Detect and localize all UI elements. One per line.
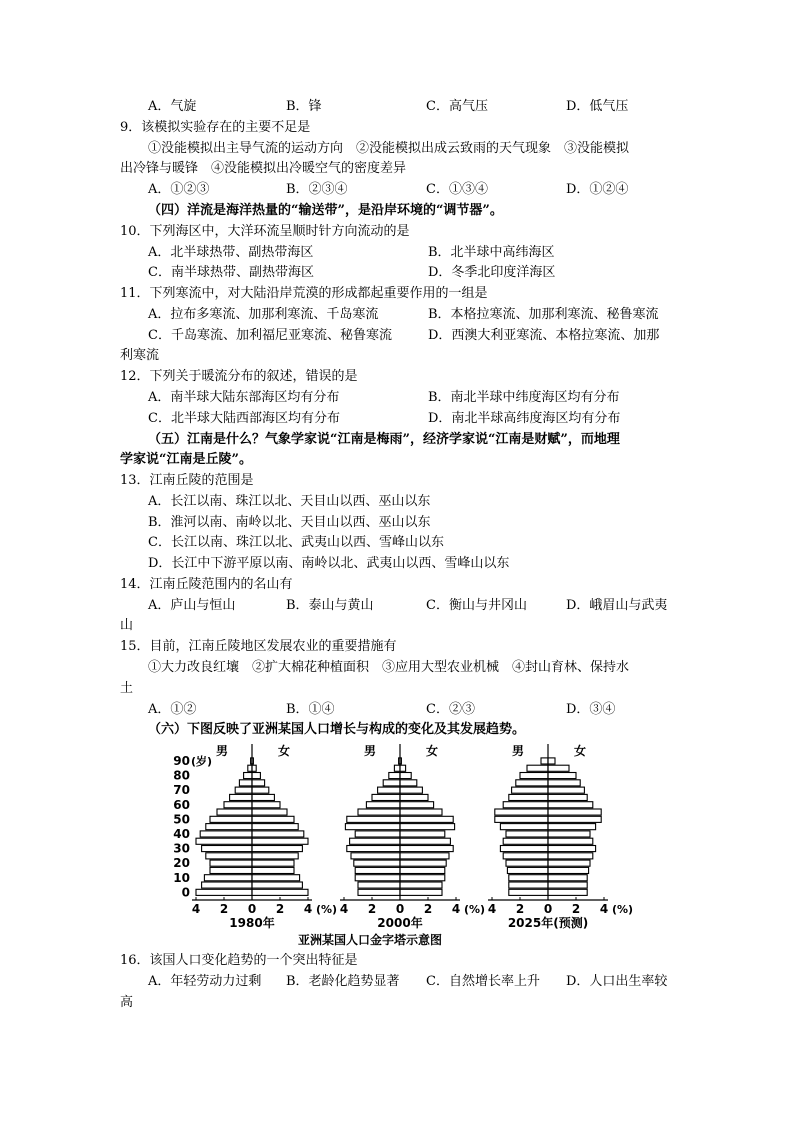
- population-pyramid-figure: [170, 738, 634, 952]
- male-bar-age-40: [506, 831, 548, 837]
- q10-option-c[interactable]: C．南半球热带、副热带海区: [148, 265, 314, 280]
- male-bar-age-65: [372, 794, 400, 800]
- male-bar-age-20: [210, 860, 252, 866]
- male-bar-age-60: [366, 802, 400, 808]
- female-bar-age-60: [252, 802, 280, 808]
- q16-stem: 16．该国人口变化趋势的一个突出特征是: [120, 953, 358, 968]
- y-tick-label: 90: [173, 753, 190, 768]
- x-tick-label: 2: [275, 902, 285, 916]
- male-bar-age-5: [509, 882, 548, 888]
- y-tick-label: 20: [173, 856, 190, 871]
- q11-options-row2: [148, 326, 688, 346]
- q9-option-a[interactable]: A．①②③: [148, 182, 210, 197]
- female-label: 女: [425, 744, 439, 758]
- male-bar-age-50: [347, 816, 400, 822]
- female-bar-age-50: [252, 816, 294, 822]
- q15-option-d[interactable]: D．③④: [566, 702, 616, 717]
- female-bar-age-65: [548, 794, 587, 800]
- female-bar-age-60: [548, 802, 593, 808]
- q14-option-c[interactable]: C．衡山与井冈山: [426, 598, 527, 613]
- female-bar-age-35: [548, 838, 593, 844]
- q12-stem: 12．下列关于暖流分布的叙述，错误的是: [120, 369, 358, 384]
- q9-option-d[interactable]: D．①②④: [566, 182, 629, 197]
- y-tick-label: 10: [173, 870, 190, 885]
- female-label: 女: [277, 744, 291, 758]
- male-bar-age-55: [358, 809, 400, 815]
- q8-option-b[interactable]: B．锋: [286, 99, 322, 114]
- x-tick-label: 2: [423, 902, 433, 916]
- male-bar-age-30: [500, 846, 548, 852]
- q10-options-row2: [148, 263, 688, 283]
- q15-option-b[interactable]: B．①④: [286, 702, 335, 717]
- q10-option-a[interactable]: A．北半球热带、副热带海区: [148, 245, 314, 260]
- q15-statements-line1: ①大力改良红壤 ②扩大棉花种植面积 ③应用大型农业机械 ④封山育林、保持水: [148, 660, 630, 675]
- male-bar-age-70: [378, 787, 400, 793]
- x-tick-label: 2: [515, 902, 525, 916]
- q15-stem: 15．目前，江南丘陵地区发展农业的重要措施有: [120, 639, 397, 654]
- male-bar-age-15: [210, 867, 252, 873]
- female-bar-age-25: [252, 853, 298, 859]
- q15-option-c[interactable]: C．②③: [426, 702, 475, 717]
- female-bar-age-5: [548, 882, 587, 888]
- x-tick-label: 4: [487, 902, 497, 916]
- q12-option-b[interactable]: B．南北半球中纬度海区均有分布: [428, 390, 620, 405]
- q16-option-d[interactable]: D．人口出生率较: [566, 974, 668, 989]
- q15-statements-wrap: 土: [120, 681, 134, 696]
- male-bar-age-35: [196, 838, 252, 844]
- female-bar-age-60: [400, 802, 434, 808]
- x-tick-label: 2: [219, 902, 229, 916]
- q10-option-d[interactable]: D．冬季北印度洋海区: [428, 265, 556, 280]
- section5-heading-line2: 学家说“江南是丘陵”。: [120, 452, 252, 467]
- x-tick-label: 4: [191, 902, 201, 916]
- female-bar-age-85: [400, 765, 406, 771]
- q12-option-a[interactable]: A．南半球大陆东部海区均有分布: [148, 390, 340, 405]
- x-tick-label: 4: [451, 902, 461, 916]
- male-bar-age-30: [347, 846, 400, 852]
- female-bar-age-30: [400, 846, 453, 852]
- q12-option-c[interactable]: C．北半球大陆西部海区均有分布: [148, 411, 340, 426]
- female-bar-age-15: [252, 867, 294, 873]
- female-bar-age-70: [548, 787, 584, 793]
- male-bar-age-15: [355, 867, 400, 873]
- q9-statements-line2: 出冷锋与暖锋 ④没能模拟出冷暖空气的密度差异: [120, 161, 407, 176]
- x-tick-label: 0: [543, 902, 553, 916]
- female-bar-age-50: [400, 816, 453, 822]
- male-bar-age-60: [503, 802, 548, 808]
- q8-options: [148, 97, 688, 117]
- female-bar-age-85: [252, 765, 256, 771]
- y-tick-label: 0: [181, 885, 190, 900]
- q13-option-d[interactable]: D．长江中下游平原以南、南岭以北、武夷山以西、雪峰山以东: [148, 556, 510, 571]
- q13-option-b[interactable]: B．淮河以南、南岭以北、天目山以西、巫山以东: [148, 515, 431, 530]
- q8-option-a[interactable]: A．气旋: [148, 99, 197, 114]
- male-bar-age-20: [354, 860, 400, 866]
- q11-options-row1: [148, 305, 688, 325]
- female-bar-age-5: [252, 882, 302, 888]
- female-bar-age-10: [252, 875, 300, 881]
- q13-option-c[interactable]: C．长江以南、珠江以北、武夷山以西、雪峰山以东: [148, 535, 444, 550]
- male-bar-age-45: [345, 824, 400, 830]
- y-tick-label: 60: [173, 797, 190, 812]
- female-bar-age-75: [252, 780, 265, 786]
- female-bar-age-75: [400, 780, 417, 786]
- section6-heading: （六）下图反映了亚洲某国人口增长与构成的变化及其发展趋势。: [148, 722, 526, 737]
- x-tick-label: 4: [303, 902, 313, 916]
- male-bar-age-50: [210, 816, 252, 822]
- pyramid-2000: [340, 743, 485, 930]
- male-bar-age-0: [196, 889, 252, 895]
- female-bar-age-85: [548, 765, 569, 771]
- female-bar-age-35: [400, 838, 450, 844]
- q12-options-row2: [148, 409, 688, 429]
- q11-stem: 11．下列寒流中，对大陆沿岸荒漠的形成都起重要作用的一组是: [120, 286, 488, 301]
- female-bar-age-55: [252, 809, 287, 815]
- male-bar-age-90: [541, 758, 548, 764]
- q9-options: [148, 180, 688, 200]
- female-bar-age-30: [548, 846, 596, 852]
- section5-heading-line1: （五）江南是什么？气象学家说“江南是梅雨”，经济学家说“江南是财赋”，而地理: [148, 432, 620, 447]
- female-bar-age-30: [252, 846, 302, 852]
- female-bar-age-15: [400, 867, 445, 873]
- male-bar-age-35: [503, 838, 548, 844]
- male-bar-age-75: [239, 780, 252, 786]
- female-bar-age-0: [548, 889, 587, 895]
- x-unit-label: (%): [612, 903, 634, 916]
- male-bar-age-85: [248, 765, 252, 771]
- y-tick-label: 70: [173, 783, 190, 798]
- male-bar-age-70: [235, 787, 252, 793]
- female-bar-age-65: [252, 794, 274, 800]
- female-bar-age-75: [548, 780, 580, 786]
- male-bar-age-5: [202, 882, 252, 888]
- female-bar-age-20: [548, 860, 590, 866]
- male-label: 男: [215, 744, 229, 758]
- x-tick-label: 2: [571, 902, 581, 916]
- male-bar-age-0: [509, 889, 548, 895]
- female-bar-age-15: [548, 867, 589, 873]
- male-bar-age-40: [355, 831, 400, 837]
- q11-option-d[interactable]: D．西澳大利亚寒流、本格拉寒流、加那: [428, 328, 660, 343]
- male-bar-age-25: [351, 853, 400, 859]
- q10-option-b[interactable]: B．北半球中高纬海区: [428, 245, 555, 260]
- male-bar-age-25: [503, 853, 548, 859]
- pyramid-2025: [488, 743, 633, 930]
- male-bar-age-60: [224, 802, 252, 808]
- q14-options: [148, 596, 688, 616]
- x-tick-label: 2: [367, 902, 377, 916]
- pyramid-year-label: 2025年(预测): [507, 916, 589, 930]
- q16-option-d-wrap: 高: [120, 995, 134, 1010]
- q8-option-d[interactable]: D．低气压: [566, 99, 629, 114]
- female-bar-age-45: [400, 824, 455, 830]
- q16-option-b[interactable]: B．老龄化趋势显著: [286, 974, 400, 989]
- pyramid-1980: [173, 743, 337, 930]
- female-bar-age-45: [252, 824, 298, 830]
- x-tick-label: 4: [599, 902, 609, 916]
- female-bar-age-70: [400, 787, 422, 793]
- q10-stem: 10．下列海区中，大洋环流呈顺时针方向流动的是: [120, 224, 410, 239]
- q14-option-a[interactable]: A．庐山与恒山: [148, 598, 236, 613]
- q16-option-c[interactable]: C．自然增长率上升: [426, 974, 540, 989]
- q16-option-a[interactable]: A．年轻劳动力过剩: [148, 974, 262, 989]
- female-bar-age-45: [548, 824, 596, 830]
- q14-option-d-wrap: 山: [120, 618, 134, 633]
- q12-option-d[interactable]: D．南北半球高纬度海区均有分布: [428, 411, 621, 426]
- q16-options: [148, 972, 688, 992]
- female-bar-age-20: [252, 860, 294, 866]
- y-tick-label: 40: [173, 826, 190, 841]
- section4-heading: （四）洋流是海洋热量的“输送带”，是沿岸环境的“调节器”。: [148, 203, 503, 218]
- y-tick-label: 80: [173, 768, 190, 783]
- female-bar-age-50: [548, 816, 601, 822]
- x-unit-label: (%): [316, 903, 338, 916]
- male-bar-age-45: [500, 824, 548, 830]
- q9-stem: 9．该模拟实验存在的主要不足是: [120, 120, 311, 135]
- male-bar-age-50: [495, 816, 548, 822]
- q13-stem: 13．江南丘陵的范围是: [120, 473, 254, 488]
- male-bar-age-80: [520, 773, 548, 779]
- male-bar-age-85: [394, 765, 400, 771]
- female-label: 女: [573, 744, 587, 758]
- female-bar-age-25: [400, 853, 449, 859]
- q9-option-c[interactable]: C．①③④: [426, 182, 488, 197]
- male-bar-age-30: [202, 846, 252, 852]
- male-label: 男: [363, 744, 377, 758]
- male-bar-age-0: [358, 889, 400, 895]
- y-tick-label: 50: [173, 812, 190, 827]
- male-bar-age-10: [204, 875, 252, 881]
- y-unit-label: (岁): [191, 754, 213, 768]
- male-bar-age-55: [495, 809, 548, 815]
- female-bar-age-90: [548, 758, 555, 764]
- x-unit-label: (%): [464, 903, 486, 916]
- pyramid-year-label: 1980年: [229, 916, 275, 930]
- female-bar-age-35: [252, 838, 308, 844]
- male-bar-age-70: [512, 787, 548, 793]
- q14-option-b[interactable]: B．泰山与黄山: [286, 598, 374, 613]
- male-bar-age-45: [206, 824, 252, 830]
- q14-stem: 14．江南丘陵范围内的名山有: [120, 577, 293, 592]
- q10-options-row1: [148, 243, 688, 263]
- q12-options-row1: [148, 388, 688, 408]
- female-bar-age-20: [400, 860, 446, 866]
- q9-statements-line1: ①没能模拟出主导气流的运动方向 ②没能模拟出成云致雨的天气现象 ③没能模拟: [148, 141, 630, 156]
- q9-option-b[interactable]: B．②③④: [286, 182, 348, 197]
- male-bar-age-15: [507, 867, 548, 873]
- male-bar-age-75: [383, 780, 400, 786]
- female-bar-age-55: [400, 809, 442, 815]
- male-bar-age-80: [244, 773, 252, 779]
- male-bar-age-65: [509, 794, 548, 800]
- male-bar-age-75: [516, 780, 548, 786]
- q15-option-a[interactable]: A．①②: [148, 702, 197, 717]
- female-bar-age-80: [252, 773, 260, 779]
- x-tick-label: 0: [395, 902, 405, 916]
- male-bar-age-35: [350, 838, 400, 844]
- male-label: 男: [511, 744, 525, 758]
- male-bar-age-25: [206, 853, 252, 859]
- female-bar-age-80: [548, 773, 576, 779]
- male-bar-age-85: [527, 765, 548, 771]
- female-bar-age-5: [400, 882, 442, 888]
- female-bar-age-80: [400, 773, 411, 779]
- female-bar-age-40: [252, 831, 304, 837]
- female-bar-age-55: [548, 809, 601, 815]
- q11-option-d-wrap: 利寒流: [120, 348, 160, 363]
- male-bar-age-55: [217, 809, 252, 815]
- male-bar-age-40: [200, 831, 252, 837]
- female-bar-age-40: [400, 831, 445, 837]
- q14-option-d[interactable]: D．峨眉山与武夷: [566, 598, 668, 613]
- q13-option-a[interactable]: A．长江以南、珠江以北、天目山以西、巫山以东: [148, 494, 431, 509]
- x-tick-label: 0: [247, 902, 257, 916]
- male-bar-age-5: [358, 882, 400, 888]
- q8-option-c[interactable]: C．高气压: [426, 99, 488, 114]
- x-tick-label: 4: [339, 902, 349, 916]
- male-bar-age-80: [389, 773, 400, 779]
- female-bar-age-0: [252, 889, 308, 895]
- female-bar-age-10: [548, 875, 587, 881]
- male-bar-age-20: [506, 860, 548, 866]
- pyramid-year-label: 2000年: [377, 916, 423, 930]
- male-bar-age-10: [355, 875, 400, 881]
- female-bar-age-25: [548, 853, 593, 859]
- female-bar-age-10: [400, 875, 445, 881]
- q15-options: [148, 700, 688, 720]
- q11-option-b[interactable]: B．本格拉寒流、加那利寒流、秘鲁寒流: [428, 307, 659, 322]
- male-bar-age-10: [509, 875, 548, 881]
- q11-option-a[interactable]: A．拉布多寒流、加那利寒流、千岛寒流: [148, 307, 379, 322]
- y-tick-label: 30: [173, 841, 190, 856]
- female-bar-age-65: [400, 794, 428, 800]
- female-bar-age-0: [400, 889, 442, 895]
- figure-caption: 亚洲某国人口金字塔示意图: [297, 933, 443, 947]
- male-bar-age-65: [230, 794, 252, 800]
- female-bar-age-40: [548, 831, 590, 837]
- female-bar-age-70: [252, 787, 269, 793]
- q11-option-c[interactable]: C．千岛寒流、加利福尼亚寒流、秘鲁寒流: [148, 328, 392, 343]
